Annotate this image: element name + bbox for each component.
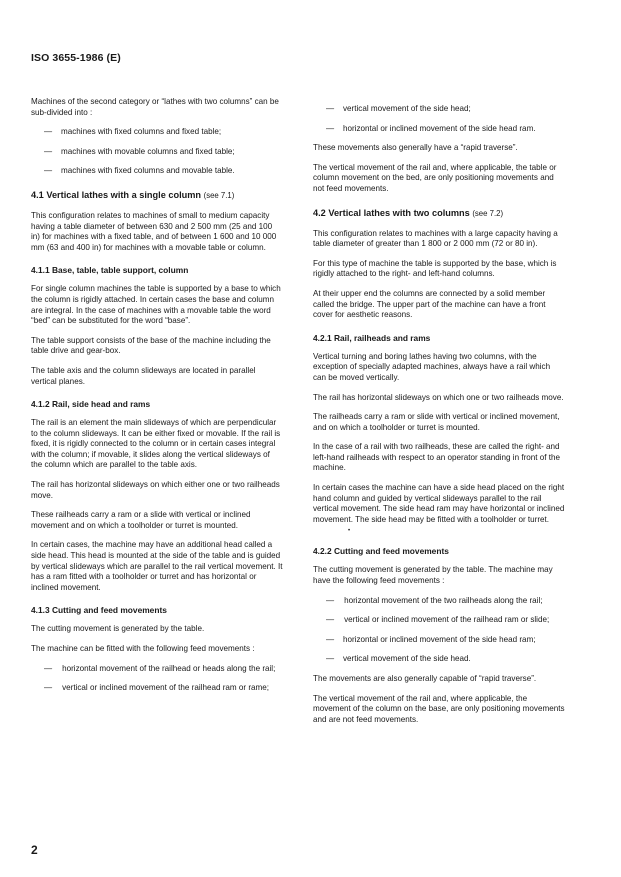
section-4-2-heading: 4.2 Vertical lathes with two columns (see 7.2) — [313, 207, 504, 218]
left-column — [31, 97, 283, 703]
paragraph: The movements are also generally capable of “rapid traverse”. — [313, 674, 537, 683]
paragraph: The cutting movement is generated by the table. — [31, 624, 205, 634]
paragraph: At their upper end the columns are connected by a solid member called the bridge. The upper part of the machine can have a front cover for aesthetic reasons. — [313, 288, 546, 320]
paragraph: The vertical movement of the rail and, where applicable, the table or column movement on the bed, are only positioning movements and not feed movements. — [313, 162, 557, 193]
list-item: — horizontal movement of the two railheads along the rail; — [326, 595, 543, 605]
dash-marker: — — [326, 123, 335, 133]
paragraph: The railheads carry a ram or slide with vertical or inclined movement, and on which a toolholder or turret is mounted. — [313, 412, 560, 432]
paragraph: The table support consists of the base of the machine including the table drive and gear-box. — [31, 335, 271, 356]
dash-marker: — — [326, 595, 335, 605]
paragraph: The rail is an element the main slideways of which are perpendicular to the column slideways. It can be either fixed or movable. If the rail is fixed, it is rigidly connected to the column or in certain cases integral with the column; if movable, it slides along the vertical slideways of the column which are parallel to the table axis. — [31, 418, 281, 470]
section-4-1-1-heading: 4.1.1 Base, table, table support, column — [31, 265, 189, 276]
dash-marker: — — [44, 663, 53, 673]
paragraph: The rail has horizontal slideways on which one or two railheads move. — [313, 392, 564, 402]
paragraph: The cutting movement is generated by the table. The machine may have the following feed movements : — [313, 565, 553, 586]
dash-marker: — — [326, 634, 335, 644]
paragraph: In the case of a rail with two railheads, these are called the right- and left-hand railheads with respect to an operator standing in front of the machine. — [313, 442, 561, 473]
list-item: — machines with fixed columns and fixed table; — [44, 127, 222, 137]
list-item: — vertical movement of the side head; — [326, 104, 471, 113]
paragraph: Vertical turning and boring lathes having two columns, with the exception of specially adapted machines, always have a rail which can be moved vertically. — [313, 351, 551, 382]
list-item: — horizontal movement of the railhead or heads along the rail; — [44, 663, 276, 673]
list-item: — machines with movable columns and fixed table; — [44, 146, 235, 156]
paragraph: This configuration relates to machines with a large capacity having a table diameter of greater than 1 800 or 2 000 mm (72 or 80 in). — [313, 228, 558, 249]
paragraph: For single column machines the table is supported by a base to which the column is rigidly attached. In certain cases the base and column are integral. In the case of machines with a movable table the word “bed” can be substituted for the word “base”. — [31, 284, 281, 326]
paragraph: The machine can be fitted with the following feed movements : — [31, 644, 255, 653]
paragraph: The vertical movement of the rail and, where applicable, the movement of the column on the base, are only positioning movements and are not feed movements. — [313, 693, 565, 724]
dash-marker: — — [44, 146, 53, 156]
section-4-2-1-heading: 4.2.1 Rail, railheads and rams — [313, 332, 431, 343]
paragraph: These movements also generally have a “rapid traverse”. — [313, 143, 518, 153]
paragraph: For this type of machine the table is supported by the base, which is rigidly attached to the right- and left-hand columns. — [313, 258, 557, 279]
stray-mark: • — [347, 528, 351, 535]
section-4-1-2-heading: 4.1.2 Rail, side head and rams — [31, 399, 151, 410]
page-number: 2 — [31, 843, 38, 857]
intro-paragraph: Machines of the second category or “lathes with two columns” can be sub-divided into : — [31, 97, 279, 117]
section-4-1-3-heading: 4.1.3 Cutting and feed movements — [31, 605, 167, 616]
paragraph: In certain cases the machine can have a side head placed on the right hand column and guided by vertical slideways parallel to the rail vertical movement. The side head ram may have horizontal or inclined movement. The side head may be fitted with a toolholder or turret. — [313, 483, 565, 524]
dash-marker: — — [44, 683, 53, 693]
paragraph: In certain cases, the machine may have an additional head called a side head. This head is mounted at the side of the table and is guided by vertical slideways which are parallel to the rail vertical movement. It has a ram fitted with a toolholder or turret and has horizontal or inclined movement. — [31, 540, 283, 592]
section-4-1-heading: 4.1 Vertical lathes with a single column (see 7.1) — [31, 189, 235, 200]
paragraph: These railheads carry a ram or a slide with vertical or inclined movement and on which a toolholder or turret is mounted. — [31, 510, 251, 530]
list-item: — horizontal or inclined movement of the side head ram. — [326, 123, 536, 133]
paragraph: This configuration relates to machines of small to medium capacity having a table diameter of between 630 and 2 500 mm (25 and 100 in) for machines with a fixed table, and of between 1 600 and 10 000 mm (63 and 400 in) for machines with a movable table or column. — [31, 210, 277, 252]
dash-marker: — — [44, 166, 53, 176]
list-item: — machines with fixed columns and movable table. — [44, 166, 235, 176]
section-4-2-2-heading: 4.2.2 Cutting and feed movements — [313, 546, 449, 557]
paragraph: The rail has horizontal slideways on which either one or two railheads move. — [31, 480, 280, 500]
list-item: — vertical or inclined movement of the railhead ram or rame; — [44, 683, 270, 693]
paragraph: The table axis and the column slideways are located in parallel vertical planes. — [31, 365, 256, 386]
right-column — [313, 104, 565, 734]
document-header: ISO 3655-1986 (E) — [31, 52, 121, 64]
dash-marker: — — [326, 104, 335, 113]
list-item: — horizontal or inclined movement of the side head ram; — [326, 634, 536, 644]
dash-marker: — — [44, 127, 53, 137]
dash-marker: — — [326, 654, 335, 664]
list-item: — vertical or inclined movement of the railhead ram or slide; — [326, 615, 550, 625]
list-item: — vertical movement of the side head. — [326, 654, 471, 664]
dash-marker: — — [326, 615, 335, 625]
